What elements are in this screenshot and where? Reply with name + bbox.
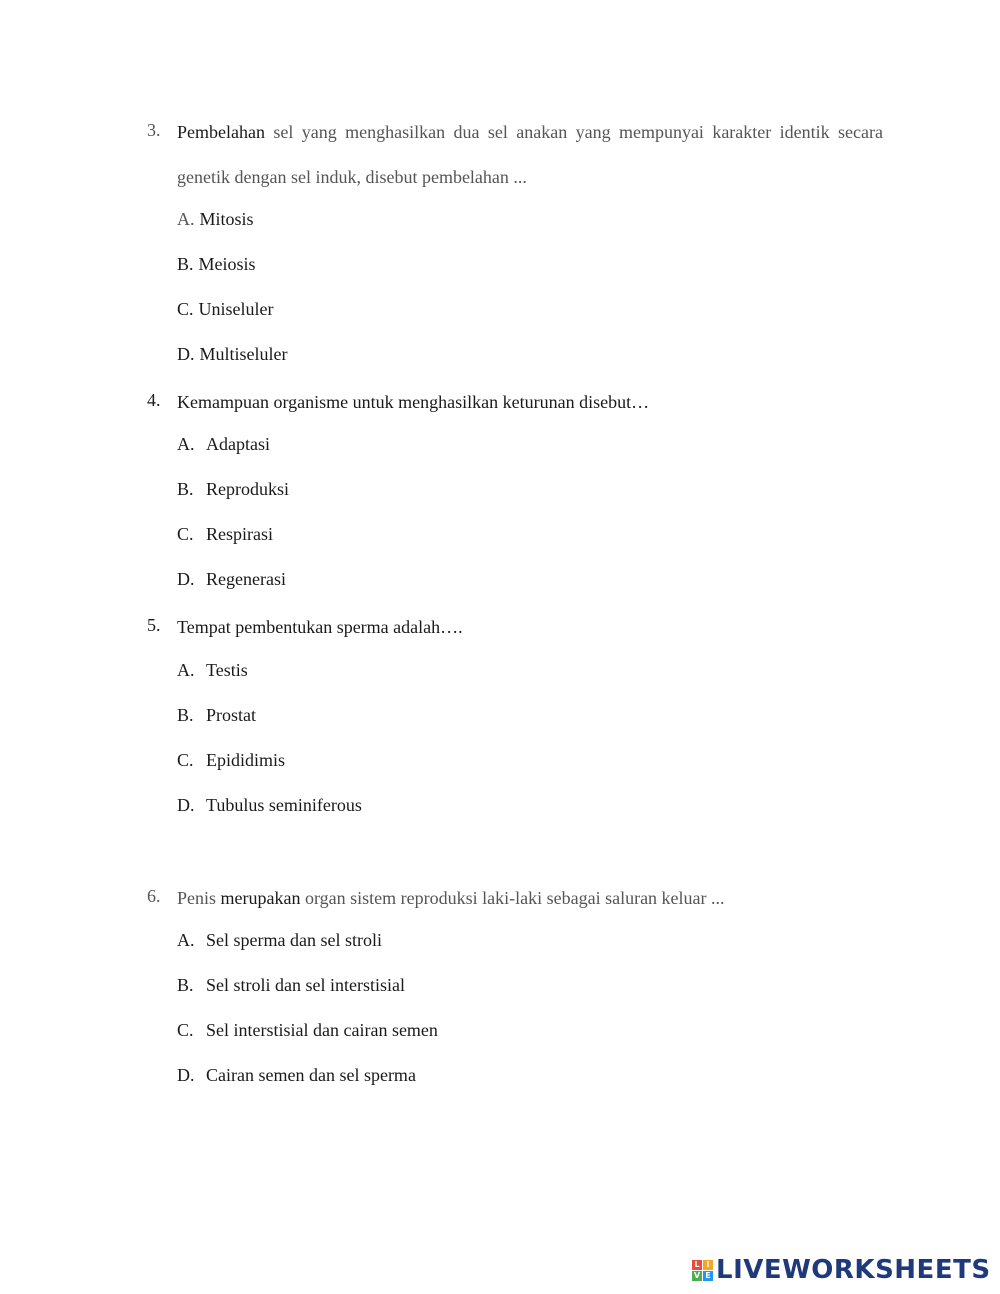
question-stem: Kemampuan organisme untuk menghasilkan keturunan disebut… — [177, 392, 650, 412]
option-text: Prostat — [206, 705, 257, 725]
logo-tile: L — [692, 1260, 702, 1270]
option-b[interactable] — [177, 479, 289, 500]
option-text: Tubulus seminiferous — [206, 795, 362, 815]
logo-text: LIVEWORKSHEETS — [716, 1255, 991, 1285]
option-text: Sel sperma dan sel stroli — [206, 930, 382, 950]
option-letter: D. — [177, 344, 195, 364]
option-letter: A. — [177, 930, 195, 950]
option-text: Sel interstisial dan cairan semen — [206, 1020, 438, 1040]
stem-keyword: merupakan — [220, 888, 301, 908]
option-a[interactable] — [177, 434, 270, 455]
option-letter: A. — [177, 434, 195, 454]
option-letter: B. — [177, 479, 194, 499]
option-text: Cairan semen dan sel sperma — [206, 1065, 416, 1085]
option-d[interactable] — [177, 795, 362, 816]
logo-icon — [692, 1260, 713, 1281]
option-a[interactable] — [177, 209, 254, 230]
option-letter: B. — [177, 975, 194, 995]
option-letter: B. — [177, 254, 194, 274]
question-number: 3. — [147, 120, 161, 140]
option-letter: A. — [177, 209, 195, 229]
question-3 — [147, 120, 883, 200]
option-letter: D. — [177, 569, 195, 589]
option-text: Testis — [206, 660, 248, 680]
option-text: Respirasi — [206, 524, 273, 544]
option-c[interactable] — [177, 299, 274, 320]
logo-tile: V — [693, 1270, 701, 1280]
stem-text: organ sistem reproduksi laki-laki sebagai saluran keluar ... — [300, 888, 725, 908]
question-stem: Tempat pembentukan sperma adalah…. — [177, 617, 463, 637]
option-text: Reproduksi — [206, 479, 289, 499]
option-letter: A. — [177, 660, 195, 680]
stem-text: Penis — [177, 888, 221, 908]
question-number: 5. — [147, 615, 161, 635]
option-d[interactable] — [177, 1065, 416, 1086]
option-text: Sel stroli dan sel interstisial — [206, 975, 405, 995]
option-letter: B. — [177, 705, 194, 725]
option-letter: C. — [177, 299, 194, 319]
question-number: 6. — [147, 886, 161, 906]
question-stem — [177, 876, 883, 921]
question-4 — [147, 390, 883, 425]
question-5 — [147, 615, 883, 650]
logo-tile: I — [703, 1260, 713, 1270]
option-letter: C. — [177, 750, 194, 770]
question-number: 4. — [147, 390, 161, 410]
option-text: Regenerasi — [206, 569, 286, 589]
option-c[interactable] — [177, 524, 273, 545]
option-letter: D. — [177, 1065, 195, 1085]
option-text: Mitosis — [199, 209, 254, 229]
option-letter: C. — [177, 524, 194, 544]
option-b[interactable] — [177, 705, 256, 726]
liveworksheets-logo[interactable] — [692, 1255, 991, 1285]
option-a[interactable] — [177, 930, 382, 951]
logo-tile: E — [703, 1271, 713, 1281]
option-text: Multiseluler — [199, 344, 288, 364]
option-text: Epididimis — [206, 750, 286, 770]
option-letter: C. — [177, 1020, 194, 1040]
option-d[interactable] — [177, 344, 288, 365]
question-6 — [147, 886, 883, 921]
option-d[interactable] — [177, 569, 286, 590]
option-b[interactable] — [177, 975, 405, 996]
option-a[interactable] — [177, 660, 248, 681]
option-text: Meiosis — [198, 254, 256, 274]
stem-keyword: Pembelahan — [177, 122, 265, 142]
question-stem — [177, 110, 883, 200]
option-c[interactable] — [177, 750, 285, 771]
option-c[interactable] — [177, 1020, 438, 1041]
option-text: Adaptasi — [206, 434, 270, 454]
option-letter: D. — [177, 795, 195, 815]
option-text: Uniseluler — [198, 299, 274, 319]
option-b[interactable] — [177, 254, 256, 275]
stem-text: sel yang menghasilkan dua sel anakan yang mempunyai karakter identik secara genetik dengan sel induk, disebut pembelahan ... — [177, 122, 883, 187]
